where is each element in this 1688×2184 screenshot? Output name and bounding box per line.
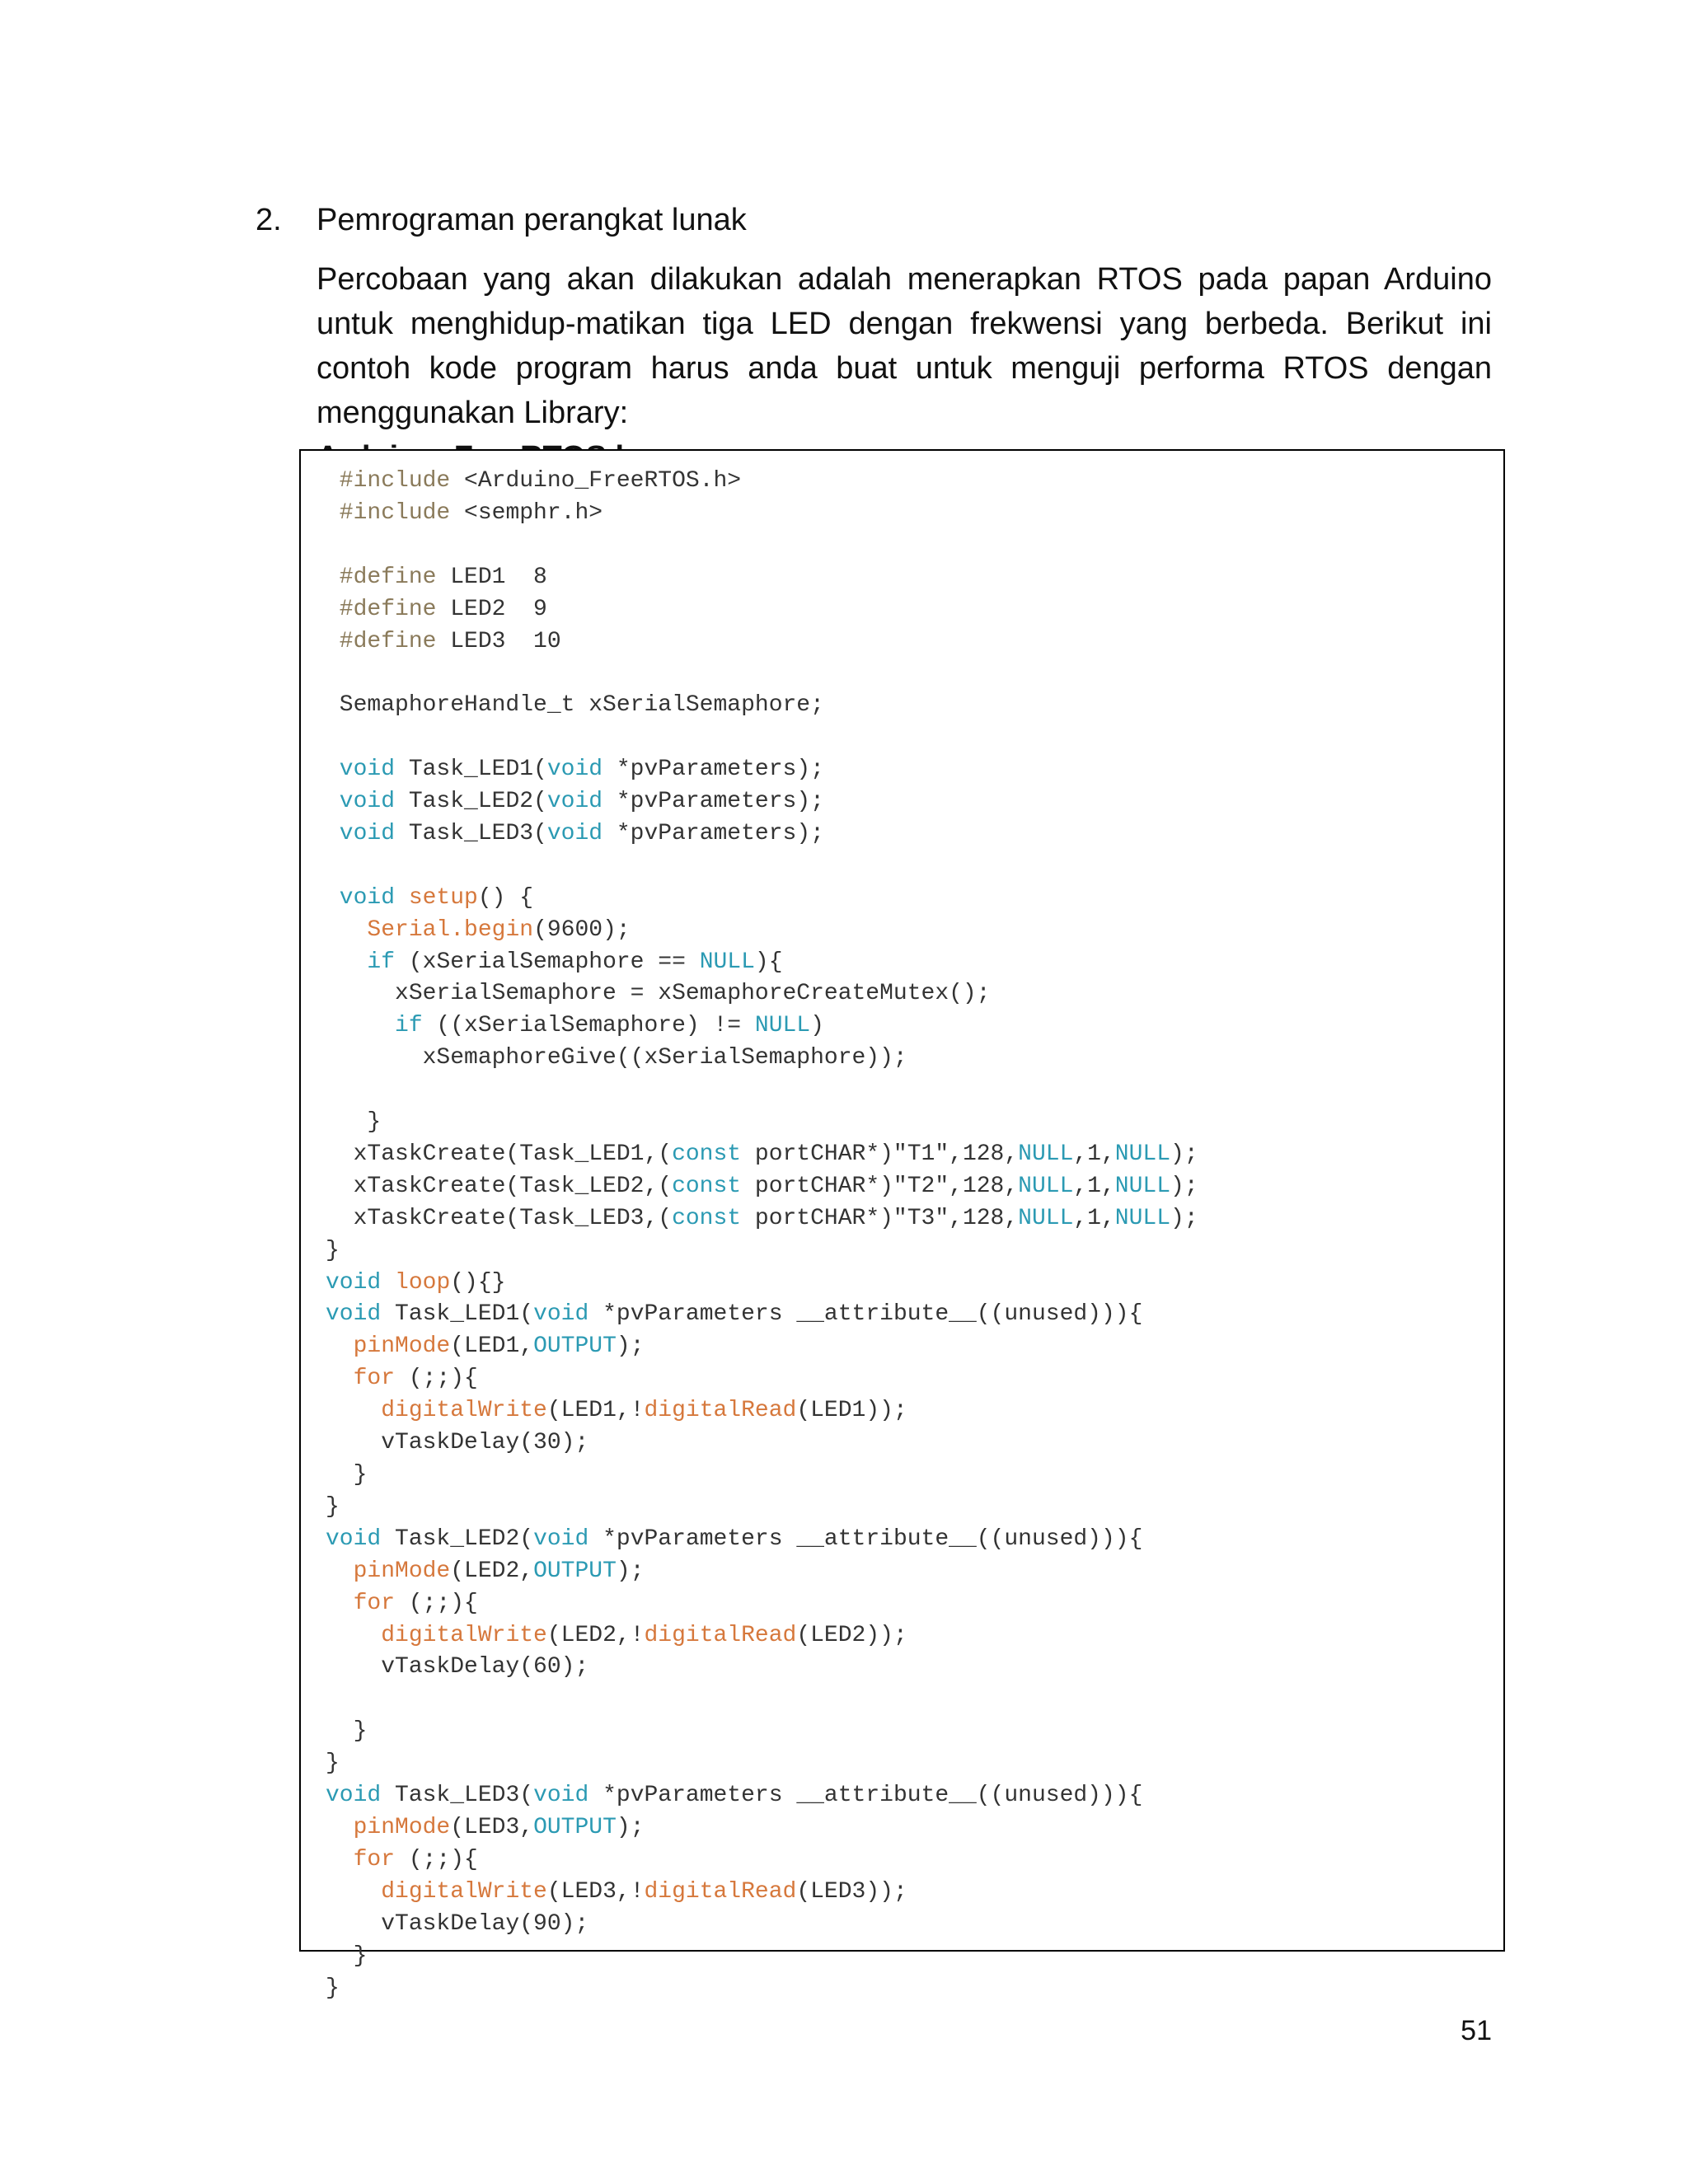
code-line — [326, 915, 1198, 947]
code-token: ); — [1170, 1173, 1198, 1199]
code-token — [326, 1558, 354, 1584]
code-token: pinMode — [353, 1558, 451, 1584]
code-line — [326, 658, 1198, 690]
code-token: void — [546, 820, 603, 846]
code-token: (){} — [450, 1269, 506, 1296]
code-token: (9600); — [533, 916, 631, 943]
code-token: (;;){ — [395, 1366, 478, 1392]
code-token: void — [326, 820, 396, 846]
code-token: OUTPUT — [533, 1814, 617, 1840]
code-token: ){ — [754, 949, 783, 975]
code-line — [326, 851, 1198, 883]
code-token: } — [326, 1943, 368, 1969]
code-token: Serial.begin — [367, 916, 534, 943]
code-token: void — [326, 1269, 382, 1296]
section-paragraph — [316, 257, 1492, 480]
code-token — [326, 1333, 354, 1359]
code-token: *pvParameters); — [603, 757, 824, 783]
code-token: NULL — [1018, 1141, 1074, 1167]
code-token: } — [326, 1975, 340, 2001]
paragraph-text: Percobaan yang akan dilakukan adalah menerapkan RTOS pada papan Arduino untuk menghidup-matikan tiga LED dengan frekwensi yang berbeda. Berikut ini contoh kode program harus anda buat untuk menguji performa RTOS dengan menggunakan Library: — [316, 262, 1492, 430]
code-token: digitalWrite — [381, 1622, 547, 1648]
section-software-programming — [256, 198, 1492, 480]
code-token: pinMode — [353, 1814, 451, 1840]
code-token: (LED1, — [450, 1333, 534, 1360]
code-token: if — [367, 949, 396, 975]
code-line — [326, 1395, 1198, 1427]
code-token: Task_LED2( — [395, 789, 547, 815]
code-line — [326, 1203, 1198, 1235]
code-token: vTaskDelay(30); — [326, 1430, 589, 1456]
code-token: OUTPUT — [533, 1558, 617, 1584]
code-line — [326, 883, 1198, 915]
code-token: digitalRead — [644, 1398, 797, 1424]
code-token: loop — [395, 1269, 451, 1296]
code-token: (LED2,! — [546, 1622, 645, 1648]
code-token: OUTPUT — [533, 1333, 617, 1360]
code-token — [326, 1366, 354, 1391]
code-token: } — [326, 1493, 340, 1520]
code-token — [326, 1879, 381, 1905]
code-token: Task_LED2( — [381, 1526, 534, 1552]
code-line — [326, 498, 1198, 530]
code-line — [326, 626, 1198, 658]
code-token: pinMode — [353, 1333, 451, 1360]
code-token: const — [672, 1205, 742, 1231]
code-token — [326, 949, 367, 975]
code-token: portCHAR*)"T1",128, — [741, 1141, 1019, 1167]
code-token: *pvParameters); — [603, 820, 824, 846]
section-heading — [256, 198, 1492, 242]
code-token: for — [353, 1366, 396, 1392]
code-token: ); — [616, 1333, 645, 1360]
code-token: ((xSerialSemaphore) != — [422, 1013, 755, 1039]
code-line — [326, 754, 1198, 786]
code-token: digitalWrite — [381, 1398, 547, 1424]
code-token: void — [546, 757, 603, 783]
code-token — [326, 1591, 354, 1616]
code-token: #define — [326, 564, 437, 590]
code-token: (;;){ — [395, 1846, 478, 1872]
code-line — [326, 594, 1198, 626]
code-line — [326, 1844, 1198, 1877]
code-line — [326, 1171, 1198, 1203]
code-token: () { — [477, 884, 534, 911]
code-listing-box — [299, 449, 1505, 2001]
code-token: <Arduino_FreeRTOS.h> — [450, 468, 742, 494]
code-token: xTaskCreate(Task_LED1,( — [326, 1141, 673, 1167]
code-token: (LED3, — [450, 1814, 534, 1840]
code-token: void — [326, 1301, 382, 1328]
code-token: Task_LED1( — [395, 757, 547, 783]
code-token: ,1, — [1073, 1141, 1115, 1167]
code-line — [326, 1716, 1198, 1748]
code-token: NULL — [1018, 1205, 1074, 1231]
code-token: digitalRead — [644, 1878, 797, 1905]
code-line — [326, 1010, 1198, 1043]
code-line — [326, 1107, 1198, 1139]
code-token: } — [326, 1109, 382, 1136]
code-token: void — [533, 1783, 589, 1809]
code-line — [326, 1235, 1198, 1268]
code-token: for — [353, 1846, 396, 1872]
code-token: *pvParameters); — [603, 789, 824, 815]
code-token — [326, 1013, 395, 1038]
code-token — [326, 1847, 354, 1872]
code-line — [326, 1941, 1198, 1973]
code-token: } — [326, 1718, 368, 1745]
code-line — [326, 1652, 1198, 1684]
code-token: for — [353, 1590, 396, 1616]
code-token: *pvParameters __attribute__((unused))){ — [588, 1526, 1143, 1552]
code-token: } — [326, 1462, 368, 1488]
code-line — [326, 786, 1198, 818]
code-token: digitalRead — [644, 1622, 797, 1648]
code-line — [326, 690, 1198, 722]
code-token: NULL — [1114, 1141, 1171, 1167]
code-token: <semphr.h> — [450, 499, 603, 526]
code-token: (LED3)); — [796, 1878, 907, 1905]
code-line — [326, 1331, 1198, 1363]
code-token — [326, 1398, 381, 1423]
code-line — [326, 1909, 1198, 1941]
code-line — [326, 466, 1198, 498]
code-line — [326, 1524, 1198, 1556]
code-line — [326, 1812, 1198, 1844]
code-token: LED2 9 — [436, 596, 547, 622]
code-token: void — [326, 789, 396, 815]
code-token: #define — [326, 596, 437, 622]
code-token: } — [326, 1237, 340, 1263]
code-token: ) — [810, 1013, 824, 1039]
code-token: (;;){ — [395, 1590, 478, 1616]
section-title: Pemrograman perangkat lunak — [316, 203, 747, 237]
code-token: *pvParameters __attribute__((unused))){ — [588, 1301, 1143, 1328]
code-token: *pvParameters __attribute__((unused))){ — [588, 1783, 1143, 1809]
code-line — [326, 1460, 1198, 1492]
code-token: ); — [616, 1558, 645, 1584]
code-token: NULL — [1018, 1173, 1074, 1199]
code-token: NULL — [1114, 1205, 1171, 1231]
code-token: #include — [326, 468, 451, 494]
code-token — [326, 917, 367, 943]
code-token: LED3 10 — [436, 628, 561, 654]
code-token: ,1, — [1073, 1205, 1115, 1231]
code-line — [326, 1748, 1198, 1780]
code-line — [326, 1075, 1198, 1107]
code-token: (xSerialSemaphore == — [395, 949, 700, 975]
code-token: const — [672, 1173, 742, 1199]
code-token: NULL — [754, 1013, 811, 1039]
code-token: } — [326, 1750, 340, 1777]
code-token: xSerialSemaphore = xSemaphoreCreateMutex(); — [326, 981, 991, 1007]
code-line — [326, 1973, 1198, 2005]
code-line — [326, 1780, 1198, 1812]
code-token: setup — [408, 884, 478, 911]
code-line — [326, 1556, 1198, 1588]
code-line — [326, 1427, 1198, 1460]
code-token: Task_LED1( — [381, 1301, 534, 1328]
code-token: LED1 8 — [436, 564, 547, 590]
code-line — [326, 722, 1198, 754]
code-line — [326, 530, 1198, 562]
code-token: NULL — [699, 949, 755, 975]
code-token — [381, 1270, 395, 1296]
code-line — [326, 1588, 1198, 1620]
code-line — [326, 1492, 1198, 1524]
code-token: void — [326, 757, 396, 783]
code-token: #define — [326, 628, 437, 654]
code-line — [326, 1268, 1198, 1300]
page-number: 51 — [1461, 2015, 1492, 2046]
code-token: vTaskDelay(90); — [326, 1910, 589, 1937]
code-token: (LED2)); — [796, 1622, 907, 1648]
code-token: void — [326, 1783, 382, 1809]
code-line — [326, 1620, 1198, 1652]
code-token: if — [395, 1013, 423, 1039]
code-token: SemaphoreHandle_t xSerialSemaphore; — [326, 692, 824, 719]
code-token: xTaskCreate(Task_LED2,( — [326, 1173, 673, 1199]
code-token: void — [326, 1526, 382, 1552]
code-line — [326, 1363, 1198, 1395]
code-token: (LED1)); — [796, 1398, 907, 1424]
code-line — [326, 818, 1198, 851]
code-token: NULL — [1114, 1173, 1171, 1199]
code-token: (LED3,! — [546, 1878, 645, 1905]
code-token: void — [533, 1526, 589, 1552]
code-line — [326, 1299, 1198, 1331]
code-line — [326, 978, 1198, 1010]
code-token: const — [672, 1141, 742, 1167]
code-token: vTaskDelay(60); — [326, 1654, 589, 1680]
code-token: void — [326, 884, 396, 911]
code-listing — [326, 466, 1198, 2004]
code-line — [326, 1043, 1198, 1075]
code-token: xTaskCreate(Task_LED3,( — [326, 1205, 673, 1231]
code-token: ); — [616, 1814, 645, 1840]
section-number: 2. — [256, 203, 282, 237]
code-token: void — [533, 1301, 589, 1328]
code-token: #include — [326, 499, 451, 526]
code-token — [326, 1815, 354, 1840]
code-token: (LED1,! — [546, 1398, 645, 1424]
code-token: portCHAR*)"T2",128, — [741, 1173, 1019, 1199]
code-line — [326, 1684, 1198, 1716]
code-line — [326, 562, 1198, 594]
code-line — [326, 947, 1198, 979]
code-line — [326, 1877, 1198, 1909]
code-token: Task_LED3( — [395, 820, 547, 846]
code-token — [395, 885, 409, 911]
code-token: (LED2, — [450, 1558, 534, 1584]
code-token: ,1, — [1073, 1173, 1115, 1199]
code-token: void — [546, 789, 603, 815]
code-token — [326, 1623, 381, 1648]
code-token: portCHAR*)"T3",128, — [741, 1205, 1019, 1231]
code-line — [326, 1139, 1198, 1171]
code-token: ); — [1170, 1205, 1198, 1231]
code-token: digitalWrite — [381, 1878, 547, 1905]
code-token: Task_LED3( — [381, 1783, 534, 1809]
code-token: ); — [1170, 1141, 1198, 1167]
code-token: xSemaphoreGive((xSerialSemaphore)); — [326, 1045, 907, 1071]
